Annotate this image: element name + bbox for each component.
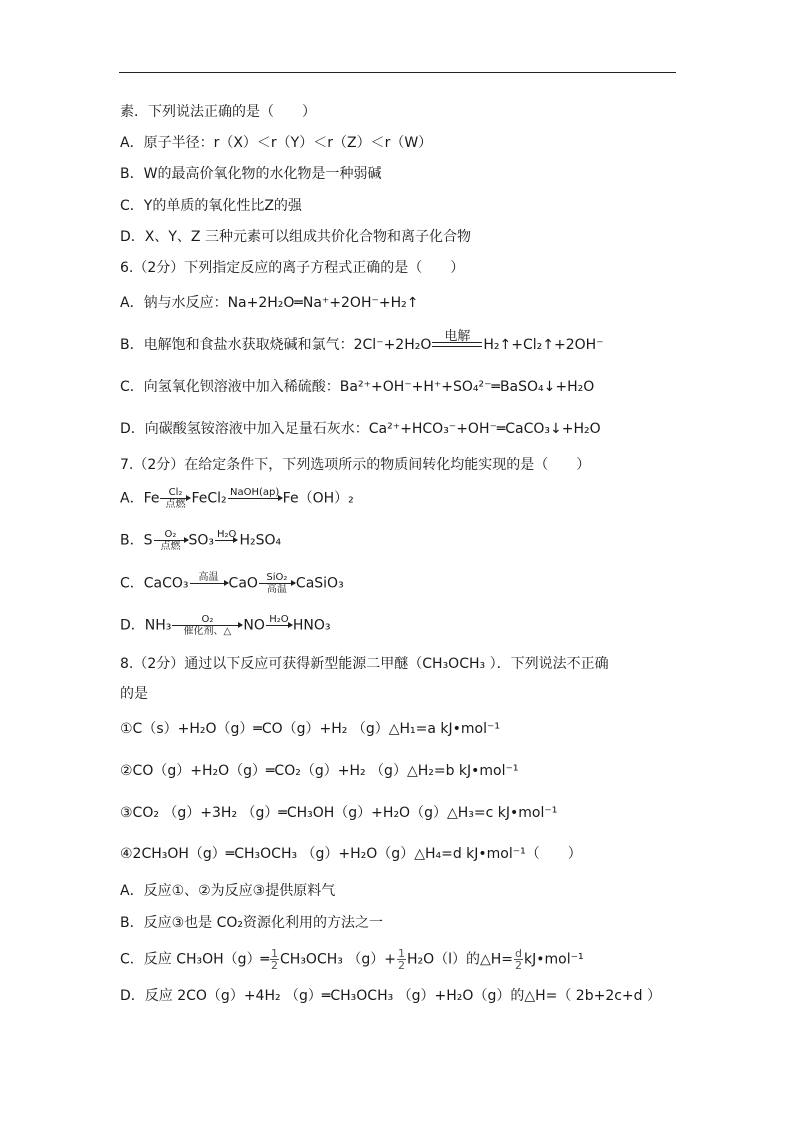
q6b-reactants: B．电解饱和食盐水获取烧碱和氯气：2Cl⁻+2H₂O [120,337,432,353]
q7-option-c: C．CaCO₃ 高温 CaO SiO₂ 高温 CaSiO₃ [120,571,344,595]
q8-option-a: A．反应①、②为反应③提供原料气 [120,883,336,899]
reaction-arrow: H₂O [217,528,237,540]
q8-reaction-4: ④2CH₃OH（g）═CH₃OCH₃ （g）+H₂O（g）△H₄=d kJ•mol⁻¹（ ） [120,846,582,862]
q7-option-a: A．Fe Cl₂ 点燃 FeCl₂ NaOH(ap) Fe（OH）₂ [120,486,354,510]
question-7-stem: 7.（2分）在给定条件下，下列选项所示的物质间转化均能实现的是（ ） [120,457,591,473]
q5-option-a: A．原子半径：r（X）＜r（Y）＜r（Z）＜r（W） [120,135,433,151]
q5-option-d: D．X、Y、Z 三种元素可以组成共价化合物和离子化合物 [120,229,471,245]
reaction-arrow: NaOH(ap) [228,487,282,499]
fraction: $\frac{1}{2}$ [271,947,279,972]
q6b-products: H₂↑+Cl₂↑+2OH⁻ [483,337,604,353]
q6-option-d: D．向碳酸氢铵溶液中加入足量石灰水：Ca²⁺+HCO₃⁻+OH⁻═CaCO₃↓+H₂O [120,421,601,437]
electrolysis-arrow: 电解 [432,331,482,347]
q8-reaction-2: ②CO（g）+H₂O（g）═CO₂（g）+H₂ （g）△H₂=b kJ•mol⁻¹ [120,763,519,779]
reaction-arrow: Cl₂ 点燃 [160,487,190,510]
header-rule [119,72,676,73]
reaction-arrow: SiO₂ 高温 [259,572,295,595]
question-8-stem-line2: 的是 [120,686,148,702]
q6-option-c: C．向氢氧化钡溶液中加入稀硫酸：Ba²⁺+OH⁻+H⁺+SO₄²⁻═BaSO₄↓+H₂O [120,379,595,395]
reaction-arrow: O₂ 点燃 [154,529,188,552]
q5-option-c: C．Y的单质的氧化性比Z的强 [120,198,302,214]
q7-option-b: B．S O₂ 点燃 SO₃ H₂O H₂SO₄ [120,528,282,552]
q8-option-c: C．反应 CH₃OH（g）═ $\frac{1}{2}$ CH₃OCH₃ （g）+ $\frac{1}{2}$ H₂O（l）的△H= $\frac{d}{2}$ kJ•mol⁻¹ [120,947,584,972]
reaction-arrow: H₂O [266,614,292,626]
q8-reaction-3: ③CO₂ （g）+3H₂ （g）═CH₃OH（g）+H₂O（g）△H₃=c kJ•mol⁻¹ [120,805,558,821]
q8-option-d: D．反应 2CO（g）+4H₂ （g）═CH₃OCH₃ （g）+H₂O（g）的△H=（ 2b+2c+d ） [120,988,661,1004]
question-8-stem: 8.（2分）通过以下反应可获得新型能源二甲醚（CH₃OCH₃ ）．下列说法不正确 [120,656,609,672]
q7-option-d: D．NH₃ O₂ 催化剂、△ NO H₂O HNO₃ [120,613,331,637]
q8-option-b: B．反应③也是 CO₂资源化利用的方法之一 [120,915,384,931]
fraction: $\frac{1}{2}$ [397,947,405,972]
question-6-stem: 6.（2分）下列指定反应的离子方程式正确的是（ ） [120,260,465,276]
q5-option-b: B．W的最高价氧化物的水化物是一种弱碱 [120,166,382,182]
reaction-arrow: O₂ 催化剂、△ [172,614,242,637]
q6-option-b [120,329,604,354]
q8-reaction-1: ①C（s）+H₂O（g）═CO（g）+H₂ （g）△H₁=a kJ•mol⁻¹ [120,721,500,737]
reaction-arrow: 高温 [190,572,228,584]
fraction: $\frac{d}{2}$ [515,947,523,972]
question-5-stem-continued: 素．下列说法正确的是（ ） [120,104,316,120]
q6-option-a: A．钠与水反应：Na+2H₂O═Na⁺+2OH⁻+H₂↑ [120,295,419,311]
